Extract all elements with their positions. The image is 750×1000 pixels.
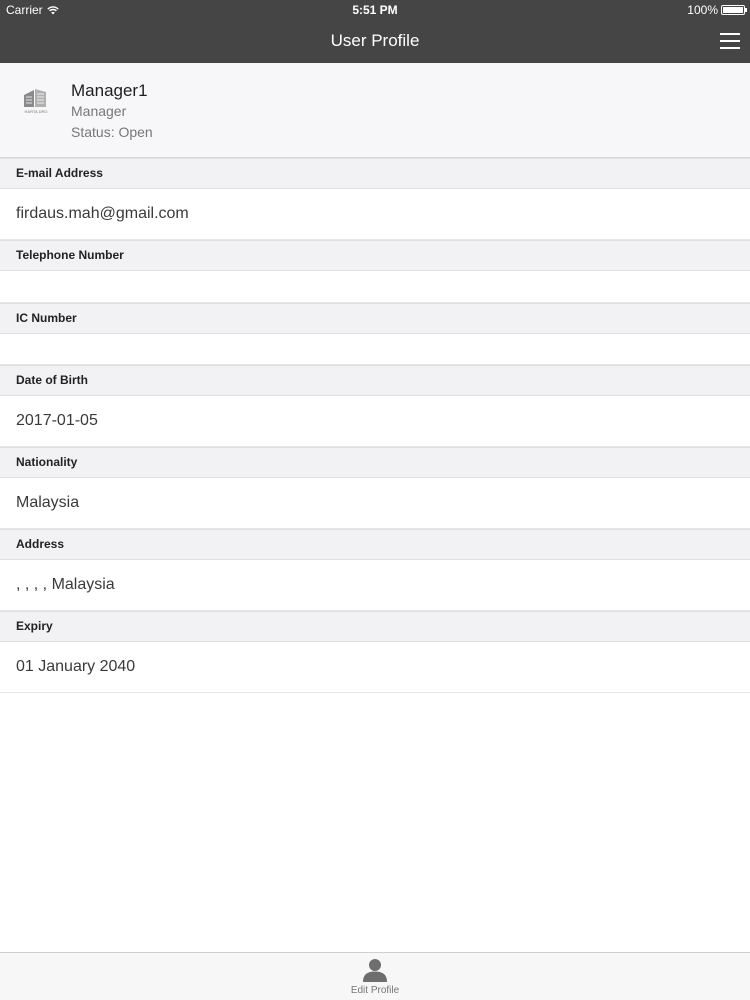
- date-of-birth-value: 2017-01-05: [0, 396, 750, 447]
- hamburger-menu-icon[interactable]: [720, 33, 740, 49]
- expiry-label: Expiry: [0, 611, 750, 642]
- nationality-value: Malaysia: [0, 478, 750, 529]
- edit-profile-label: Edit Profile: [350, 985, 400, 996]
- telephone-value: [0, 271, 750, 303]
- profile-header: [0, 63, 750, 158]
- battery-indicator: [687, 3, 745, 17]
- address-label: Address: [0, 529, 750, 560]
- edit-profile-tab[interactable]: [340, 957, 410, 999]
- status-time: 5:51 PM: [352, 3, 398, 17]
- expiry-value: 01 January 2040: [0, 642, 750, 693]
- email-value: firdaus.mah@gmail.com: [0, 189, 750, 240]
- logo-text: HARTA DRG: [24, 109, 48, 114]
- carrier-label: Carrier: [6, 3, 43, 17]
- date-of-birth-label: Date of Birth: [0, 365, 750, 396]
- email-label: E-mail Address: [0, 158, 750, 189]
- page-title: User Profile: [330, 31, 420, 50]
- address-value: , , , , Malaysia: [0, 560, 750, 611]
- ic-number-value: [0, 334, 750, 365]
- navigation-bar: [0, 0, 750, 63]
- person-icon: [362, 957, 388, 983]
- battery-icon: [721, 5, 745, 15]
- nationality-label: Nationality: [0, 447, 750, 478]
- company-logo: [18, 83, 54, 119]
- profile-role: Manager: [71, 103, 127, 119]
- telephone-label: Telephone Number: [0, 240, 750, 271]
- profile-status: Status: Open: [71, 124, 153, 140]
- profile-name: Manager1: [71, 81, 148, 100]
- ic-number-label: IC Number: [0, 303, 750, 334]
- status-bar: [0, 0, 750, 20]
- tab-bar: [0, 952, 750, 1000]
- battery-percent: 100%: [687, 3, 718, 17]
